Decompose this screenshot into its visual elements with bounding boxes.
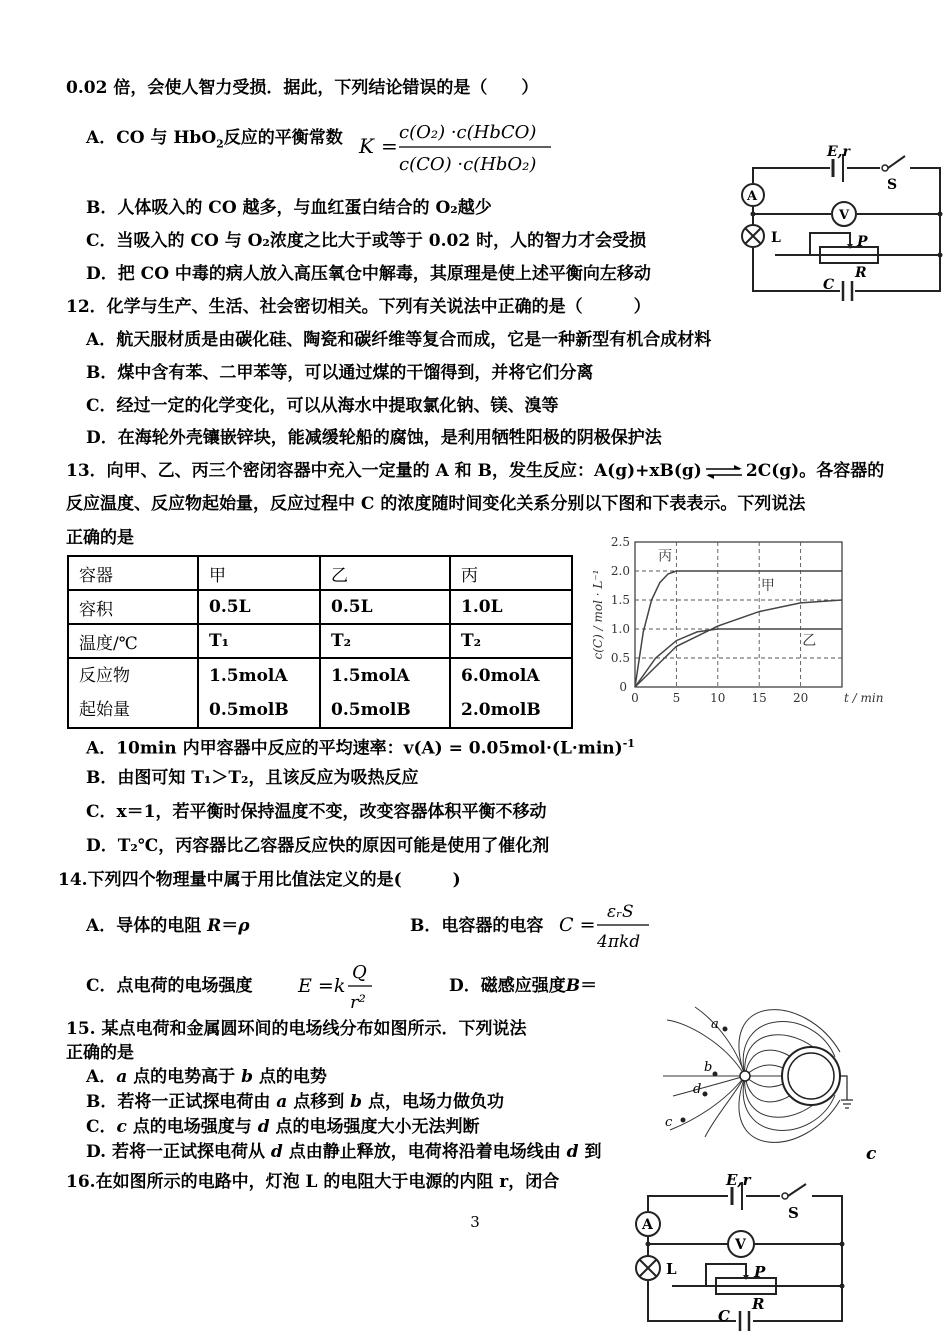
junction <box>840 1242 845 1247</box>
table-cell <box>198 658 320 728</box>
label-ammeter: A <box>642 1217 653 1233</box>
x-tick-label: 20 <box>792 691 809 705</box>
x-tick-label: 0 <box>631 691 639 705</box>
table-cell: 丙 <box>450 556 572 590</box>
metal-ring <box>782 1047 840 1105</box>
q13-stem-line3: 正确的是 <box>66 528 134 548</box>
q11-option-a-sub: 2 <box>216 137 224 151</box>
q12-option-a: A．航天服材质是由碳化硅、陶瓷和碳纤维等复合而成，它是一种新型有机合成材料 <box>86 330 712 350</box>
q11-equilibrium-formula <box>355 115 565 179</box>
formula-numerator: c(O₂) ·c(HbCO) <box>399 122 537 143</box>
formula-lhs: E =k <box>298 975 346 997</box>
x-tick-label: 10 <box>710 691 726 705</box>
label-lamp: L <box>771 230 781 246</box>
x-tick-label: 15 <box>751 691 767 705</box>
circuit-diagram-bottom <box>628 1173 848 1342</box>
table-cell: 容积 <box>68 590 198 624</box>
q15-b-text: 点，电场力做负功 <box>362 1092 504 1112</box>
q11-option-b: B．人体吸入的 CO 越多，与血红蛋白结合的 O₂越少 <box>86 198 492 218</box>
q12-stem: 12．化学与生产、生活、社会密切相关。下列有关说法中正确的是（ ） <box>66 297 651 317</box>
table-cell: 温度/℃ <box>68 624 198 658</box>
q15-option-d <box>86 1141 601 1163</box>
wire <box>648 1196 728 1211</box>
x-axis-label: t / min <box>844 691 884 705</box>
label-c: c <box>665 1115 673 1130</box>
capacitance-formula <box>557 897 657 955</box>
switch-terminal <box>782 1193 788 1199</box>
q15-option-b <box>86 1091 504 1113</box>
y-tick-label: 0.5 <box>610 651 630 665</box>
y-axis-label: c(C) / mol · L⁻¹ <box>591 569 605 660</box>
table-cell: T₁ <box>198 624 320 658</box>
q14-option-a-rho: ρ <box>238 916 250 936</box>
reactant-a-value: 6.0molA <box>461 666 540 686</box>
reactant-label-2: 起始量 <box>79 700 130 720</box>
electric-field-diagram <box>655 1002 865 1142</box>
table-cell: T₂ <box>450 624 572 658</box>
concentration-chart <box>582 532 884 707</box>
label-d: d <box>693 1082 702 1097</box>
label-switch: S <box>788 1204 799 1222</box>
q14-option-c: C．点电荷的电场强度 <box>86 976 253 996</box>
q15-b-point: a <box>276 1092 288 1112</box>
table-cell: 容器 <box>68 556 198 590</box>
table-cell: T₂ <box>320 624 450 658</box>
switch-blade <box>888 156 905 168</box>
q15-option-c <box>86 1116 480 1138</box>
formula-denominator: r² <box>350 992 366 1013</box>
q12-option-d: D．在海轮外壳镶嵌锌块，能减缓轮船的腐蚀，是利用牺牲阳极的阴极保护法 <box>86 428 662 448</box>
q15-a-text: 点的电势高于 <box>127 1067 242 1087</box>
q14-option-a-var: R <box>207 916 222 936</box>
q15-option-a <box>86 1066 327 1088</box>
label-emf: E,r <box>827 144 850 160</box>
junction <box>840 1284 845 1289</box>
q11-option-c: C．当吸入的 CO 与 O₂浓度之比大于或等于 0.02 时，人的智力才会受损 <box>86 231 647 251</box>
table-cell: 0.5L <box>320 590 450 624</box>
q15-a-point: a <box>116 1067 128 1087</box>
origin-label: 0 <box>619 680 627 694</box>
q13-stem-part2: 2C(g)。各容器的 <box>745 461 885 481</box>
q11-option-a <box>86 127 343 155</box>
q15-d-point: d <box>566 1142 579 1162</box>
q13-stem-line2: 反应温度、反应物起始量，反应过程中 C 的浓度随时间变化关系分别以下图和下表表示。下列说法 <box>66 494 806 514</box>
point-c <box>681 1118 686 1123</box>
q13-option-a-sup: -1 <box>622 737 635 750</box>
q16-stem: 16.在如图所示的电路中，灯泡 L 的电阻大于电源的内阻 r，闭合 <box>66 1172 560 1192</box>
q15-d-point: d <box>270 1142 283 1162</box>
reactant-b-value: 0.5molB <box>209 700 289 720</box>
switch-blade <box>788 1184 806 1196</box>
reactant-a-value: 1.5molA <box>331 666 410 686</box>
junction <box>938 253 943 258</box>
table-row <box>68 590 572 624</box>
formula-numerator: εᵣS <box>607 902 634 922</box>
q15-c-text: 点的电场强度大小无法判断 <box>269 1117 480 1137</box>
q11-option-a-text: A．CO 与 HbO <box>86 128 217 148</box>
q15-b-text: B．若将一正试探电荷由 <box>86 1092 277 1112</box>
table-cell: 乙 <box>320 556 450 590</box>
formula-k: K <box>359 134 374 158</box>
point-d <box>703 1092 708 1097</box>
q13-option-d: D．T₂℃，丙容器比乙容器反应快的原因可能是使用了催化剂 <box>86 836 550 856</box>
q13-stem-line1 <box>66 460 884 482</box>
q13-table <box>67 555 573 729</box>
q12-option-b: B．煤中含有苯、二甲苯等，可以通过煤的干馏得到，并将它们分离 <box>86 363 594 383</box>
label-voltmeter: V <box>839 208 850 223</box>
table-row <box>68 658 572 728</box>
label-capacitor: C <box>718 1307 730 1325</box>
q14-option-d-var: B <box>565 976 581 996</box>
wire <box>753 168 830 183</box>
q13-option-b: B．由图可知 T₁＞T₂，且该反应为吸热反应 <box>86 768 419 788</box>
reactant-b-value: 2.0molB <box>461 700 541 720</box>
circuit-diagram-top <box>735 143 947 305</box>
label-slider: P <box>857 234 868 250</box>
ground-wire <box>840 1076 847 1100</box>
q14-option-a-text: A．导体的电阻 <box>86 916 202 936</box>
q14-stem: 14.下列四个物理量中属于用比值法定义的是( ) <box>58 870 461 890</box>
q15-d-text: 点由静止释放，电荷将沿着电场线由 <box>282 1142 567 1162</box>
table-cell: 1.0L <box>450 590 572 624</box>
q15-option-d-end: c <box>866 1144 877 1164</box>
wire <box>855 168 940 291</box>
slider-wire <box>706 1264 746 1286</box>
label-ammeter: A <box>747 189 758 204</box>
x-tick-label: 5 <box>672 691 681 705</box>
y-tick-label: 1.5 <box>610 593 630 607</box>
table-cell <box>68 658 198 728</box>
q15-c-text: 点的电场强度与 <box>126 1117 258 1137</box>
slider-wire <box>810 233 850 255</box>
point-charge <box>740 1071 750 1081</box>
label-lamp: L <box>666 1260 677 1278</box>
q14-option-a <box>86 915 250 937</box>
q15-d-text: 到 <box>578 1142 602 1162</box>
q14-option-d-text: D．磁感应强度 <box>449 976 566 996</box>
y-tick-label: 2.5 <box>610 535 630 549</box>
point-a <box>723 1027 728 1032</box>
junction <box>938 212 943 217</box>
series-label-1: 丙 <box>658 548 673 565</box>
table-cell <box>450 658 572 728</box>
q13-option-a-text: A．10min 内甲容器中反应的平均速率：v(A) = 0.05mol·(L·min) <box>86 738 623 759</box>
q15-b-text: 点移到 <box>287 1092 351 1112</box>
label-voltmeter: V <box>735 1237 746 1253</box>
label-resistor: R <box>855 265 867 281</box>
series-label-3: 乙 <box>802 633 817 650</box>
label-resistor: R <box>752 1295 765 1313</box>
q15-c-text: C． <box>86 1117 117 1137</box>
junction <box>751 212 756 217</box>
label-switch: S <box>887 177 898 193</box>
q12-option-c: C．经过一定的化学变化，可以从海水中提取氯化钠、镁、溴等 <box>86 396 559 416</box>
formula-eq: = <box>381 134 398 158</box>
y-tick-label: 2.0 <box>610 564 630 578</box>
formula-lhs: C = <box>559 914 596 936</box>
table-cell <box>320 658 450 728</box>
formula-denominator: c(CO) ·c(HbO₂) <box>399 154 537 175</box>
q15-b-point: b <box>350 1092 363 1112</box>
label-capacitor: C <box>823 277 835 293</box>
reactant-label-1: 反应物 <box>79 666 130 686</box>
q11-option-d: D．把 CO 中毒的病人放入高压氧仓中解毒，其原理是使上述平衡向左移动 <box>86 264 651 284</box>
q15-d-text: D. 若将一正试探电荷从 <box>86 1142 271 1162</box>
label-b: b <box>704 1060 713 1075</box>
table-cell: 0.5L <box>198 590 320 624</box>
label-slider: P <box>754 1263 766 1281</box>
point-b <box>713 1072 718 1077</box>
q14-option-d-eq: ＝ <box>580 976 598 996</box>
q11-option-a-rest: 反应的平衡常数 <box>223 128 343 148</box>
reactant-b-value: 0.5molB <box>331 700 411 720</box>
q13-option-c: C．x＝1，若平衡时保持温度不变，改变容器体积平衡不移动 <box>86 802 547 822</box>
q14-option-d <box>449 975 597 997</box>
series-label-2: 甲 <box>760 578 775 595</box>
formula-numerator: Q <box>352 962 367 983</box>
q14-option-b: B．电容器的电容 <box>410 916 544 936</box>
q15-stem-line2: 正确的是 <box>66 1043 134 1063</box>
q15-c-point: d <box>257 1117 270 1137</box>
y-tick-label: 1.0 <box>610 622 630 636</box>
table-row <box>68 624 572 658</box>
junction <box>646 1242 651 1247</box>
formula-denominator: 4πkd <box>597 932 641 952</box>
page-number: 3 <box>470 1213 480 1231</box>
table-row <box>68 556 572 590</box>
q15-a-text: A． <box>86 1067 117 1087</box>
label-emf: E,r <box>726 1171 751 1189</box>
q15-a-text: 点的电势 <box>252 1067 327 1087</box>
q11-intro: 0.02 倍，会使人智力受损．据此，下列结论错误的是（ ） <box>66 78 539 98</box>
reactant-a-value: 1.5molA <box>209 666 288 686</box>
label-a: a <box>711 1017 719 1032</box>
q14-option-a-eq: ＝ <box>221 916 239 936</box>
q13-option-a <box>86 733 635 760</box>
q13-stem-part1: 13．向甲、乙、丙三个密闭容器中充入一定量的 A 和 B，发生反应：A(g)+xB(g) <box>66 461 702 481</box>
field-strength-formula <box>296 956 386 1018</box>
switch-terminal <box>882 165 888 171</box>
q15-stem-line1: 15. 某点电荷和金属圆环间的电场线分布如图所示．下列说法 <box>66 1019 527 1039</box>
reversible-arrow-icon <box>704 464 744 480</box>
table-cell: 甲 <box>198 556 320 590</box>
q15-c-point: c <box>116 1117 127 1137</box>
q15-a-point: b <box>241 1067 253 1087</box>
